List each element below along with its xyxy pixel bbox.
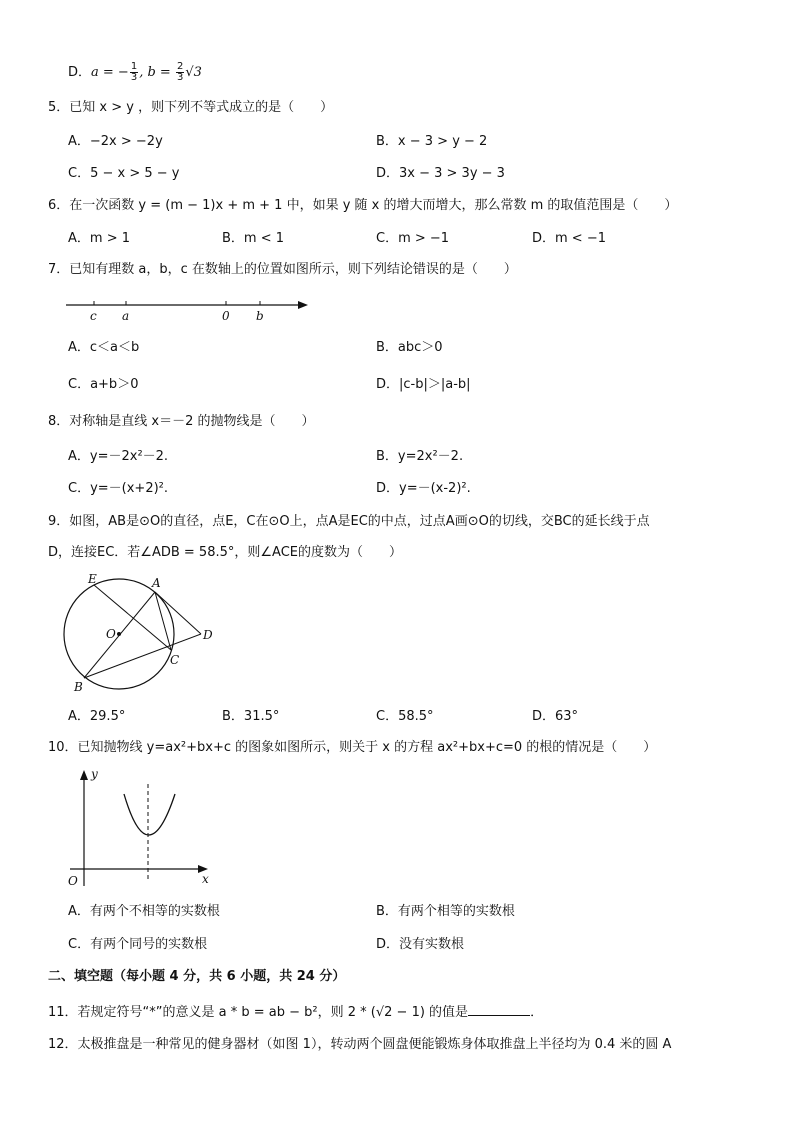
axis-label-b: b bbox=[256, 309, 264, 323]
q8-option-b[interactable]: B．y=2x²－2. bbox=[376, 449, 464, 464]
q6-option-b[interactable]: B．m < 1 bbox=[222, 231, 285, 246]
q8-stem: 8．对称轴是直线 x＝－2 的抛物线是（ ） bbox=[48, 414, 315, 429]
fraction: $\frac{1}{3}$ bbox=[130, 61, 138, 83]
label-y: y bbox=[91, 767, 98, 781]
section-heading-fill-in: 二、填空题（每小题 4 分，共 6 小题，共 24 分） bbox=[48, 969, 346, 984]
label-A: A bbox=[152, 576, 161, 590]
q8-option-d[interactable]: D．y=－(x-2)². bbox=[376, 481, 471, 496]
q9-stem-line1: 9．如图，AB是⊙O的直径，点E，C在⊙O上，点A是EC的中点，过点A画⊙O的切线，交BC的延长线于点 bbox=[48, 514, 650, 529]
label-C: C bbox=[170, 653, 180, 667]
q5-option-b[interactable]: B．x − 3 > y − 2 bbox=[376, 134, 488, 149]
q9-option-d[interactable]: D．63° bbox=[532, 709, 579, 724]
q5-stem: 5．已知 x > y ，则下列不等式成立的是（ ） bbox=[48, 100, 334, 115]
label-B: B bbox=[74, 680, 83, 694]
q10-stem: 10．已知抛物线 y=ax²+bx+c 的图象如图所示，则关于 x 的方程 ax²+bx+c=0 的根的情况是（ ） bbox=[48, 740, 657, 755]
q6-stem: 6．在一次函数 y = (m − 1)x + m + 1 中，如果 y 随 x 的增大而增大，那么常数 m 的取值范围是（ ） bbox=[48, 198, 678, 213]
q10-option-a[interactable]: A．有两个不相等的实数根 bbox=[68, 904, 220, 919]
q8-option-c[interactable]: C．y=－(x+2)². bbox=[68, 481, 169, 496]
q6-option-a[interactable]: A．m > 1 bbox=[68, 231, 130, 246]
label-O: O bbox=[106, 627, 116, 641]
q10-option-b[interactable]: B．有两个相等的实数根 bbox=[376, 904, 515, 919]
q5-option-c[interactable]: C．5 − x > 5 − y bbox=[68, 166, 180, 181]
label-x: x bbox=[202, 872, 209, 886]
q9-stem-line2: D，连接EC．若∠ADB = 58.5°，则∠ACE的度数为（ ） bbox=[48, 545, 402, 560]
q5-option-a[interactable]: A．−2x > −2y bbox=[68, 134, 163, 149]
q8-option-a[interactable]: A．y=－2x²－2. bbox=[68, 449, 169, 464]
q4-option-d[interactable]: D．a = − $\frac{1}{3}$ , b = $\frac{2}{3}$ √3 bbox=[68, 61, 202, 83]
label-E: E bbox=[88, 572, 97, 586]
q11-stem: 11．若规定符号“*”的意义是 a * b = ab − b²，则 2 * (√2 − 1) 的值是 ． bbox=[48, 1005, 544, 1020]
q9-option-c[interactable]: C．58.5° bbox=[376, 709, 434, 724]
axis-label-a: a bbox=[122, 309, 130, 323]
q7-option-d[interactable]: D．|c-b|＞|a-b| bbox=[376, 377, 471, 392]
axis-label-0: 0 bbox=[222, 309, 230, 323]
axis-label-c: c bbox=[90, 309, 97, 323]
q7-option-a[interactable]: A．c＜a＜b bbox=[68, 340, 140, 355]
q7-option-c[interactable]: C．a+b＞0 bbox=[68, 377, 139, 392]
q9-option-b[interactable]: B．31.5° bbox=[222, 709, 280, 724]
parabola-figure bbox=[60, 764, 220, 892]
circle-geometry-figure bbox=[60, 572, 220, 696]
q5-option-d[interactable]: D．3x − 3 > 3y − 3 bbox=[376, 166, 505, 181]
label-D: D bbox=[203, 628, 213, 642]
q7-option-b[interactable]: B．abc＞0 bbox=[376, 340, 443, 355]
fraction: $\frac{2}{3}$ bbox=[176, 61, 184, 83]
q10-option-d[interactable]: D．没有实数根 bbox=[376, 937, 465, 952]
q6-option-c[interactable]: C．m > −1 bbox=[376, 231, 450, 246]
q9-option-a[interactable]: A．29.5° bbox=[68, 709, 126, 724]
q7-stem: 7．已知有理数 a，b，c 在数轴上的位置如图所示，则下列结论错误的是（ ） bbox=[48, 262, 517, 277]
answer-blank[interactable] bbox=[468, 1003, 530, 1016]
q10-option-c[interactable]: C．有两个同号的实数根 bbox=[68, 937, 208, 952]
q12-stem: 12．太极推盘是一种常见的健身器材（如图 1），转动两个圆盘便能锻炼身体取推盘上半径均为 0.4 米的圆 A bbox=[48, 1037, 672, 1052]
number-line-figure bbox=[60, 292, 320, 324]
q6-option-d[interactable]: D．m < −1 bbox=[532, 231, 606, 246]
label-O: O bbox=[68, 874, 78, 888]
